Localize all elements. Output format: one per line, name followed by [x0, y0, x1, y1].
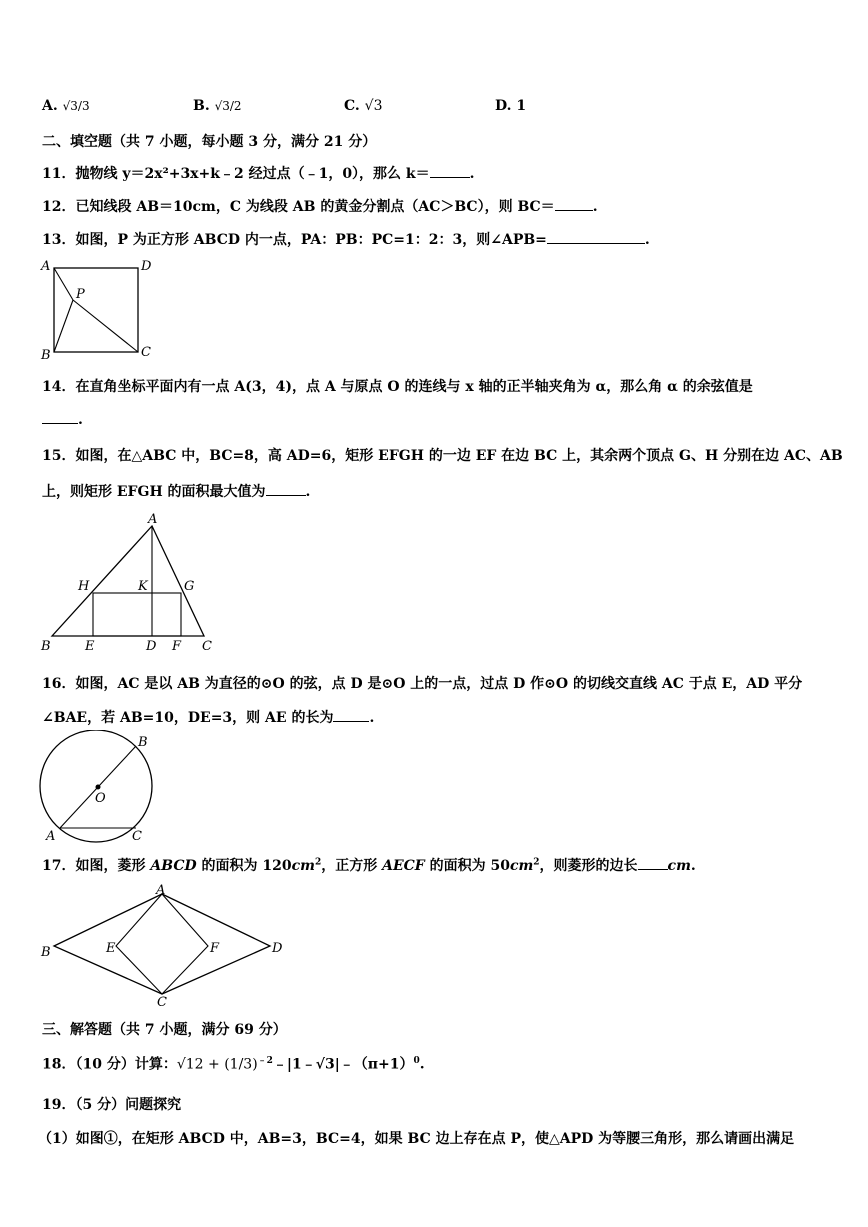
question-19-part-1: （1）如图①，在矩形 ABCD 中，AB=3，BC=4，如果 BC 边上存在点 P，使△APD 为等腰三角形，那么请画出满足	[38, 1131, 795, 1147]
option-b-value: √3/2	[214, 99, 242, 113]
fig16-label-o: O	[95, 791, 106, 806]
question-11: 11．抛物线 y＝2x²+3x+k﹣2 经过点（﹣1，0），那么 k＝ .	[42, 166, 475, 182]
fig13-label-a: A	[41, 259, 51, 274]
option-a-value: √3/3	[62, 99, 90, 113]
fig15-label-c: C	[202, 639, 212, 654]
fig17-label-f: F	[210, 941, 220, 956]
fig15-label-d: D	[146, 639, 157, 654]
question-14: 14．在直角坐标平面内有一点 A(3，4)，点 A 与原点 O 的连线与 x 轴的正半轴夹角为 α，那么角 α 的余弦值是	[42, 379, 753, 395]
section-2-heading: 二、填空题（共 7 小题，每小题 3 分，满分 21 分）	[42, 134, 377, 150]
figure-17-rhombus	[36, 884, 292, 1008]
section-3-heading: 三、解答题（共 7 小题，满分 69 分）	[42, 1022, 287, 1038]
question-16: 16．如图，AC 是以 AB 为直径的⊙O 的弦，点 D 是⊙O 上的一点，过点 D 作⊙O 的切线交直线 AC 于点 E，AD 平分	[42, 676, 803, 692]
option-a: A. √3/3	[42, 98, 90, 114]
fig15-label-k: K	[138, 579, 148, 594]
fig13-label-b: B	[41, 348, 51, 362]
figure-13-square	[36, 256, 160, 362]
question-17: 17．如图，菱形 ABCD 的面积为 $120cm^2$，正方形 AECF 的面积为 $50cm^2$，则菱形的边长 cm.	[42, 857, 696, 874]
question-15-cont: 上，则矩形 EFGH 的面积最大值为 .	[42, 484, 311, 500]
question-12: 12．已知线段 AB＝10cm，C 为线段 AB 的黄金分割点（AC＞BC），则 BC＝ .	[42, 199, 598, 215]
fig17-label-c: C	[157, 995, 167, 1008]
fig15-label-a: A	[148, 512, 158, 527]
fig17-label-e: E	[106, 941, 116, 956]
fig16-label-c: C	[132, 829, 142, 844]
fig15-label-b: B	[41, 639, 51, 654]
fig15-label-g: G	[184, 579, 195, 594]
figure-16-circle	[36, 730, 166, 844]
option-c: C. √3	[344, 98, 383, 114]
question-18: 18．（10 分）计算：$√12 + (1/3)^{﹣2}﹣|1﹣√3|﹣(\pi+1)^0$.	[42, 1056, 425, 1073]
fig17-label-b: B	[41, 945, 51, 960]
option-d: D. 1	[495, 98, 527, 114]
fig13-label-d: D	[141, 259, 152, 274]
option-d-value: 1	[516, 98, 527, 114]
question-14-answer: .	[42, 412, 83, 428]
option-b: B. √3/2	[193, 98, 242, 114]
option-c-value: √3	[364, 98, 383, 114]
question-19: 19．（5 分）问题探究	[42, 1097, 182, 1113]
question-13: 13．如图，P 为正方形 ABCD 内一点，PA：PB：PC=1：2：3，则∠APB= .	[42, 232, 650, 248]
question-15: 15．如图，在△ABC 中，BC=8，高 AD=6，矩形 EFGH 的一边 EF 在边 BC 上，其余两个顶点 G、H 分别在边 AC、AB	[42, 448, 843, 464]
fig13-label-c: C	[141, 345, 151, 360]
question-16-cont: ∠BAE，若 AB=10，DE=3，则 AE 的长为 .	[42, 710, 375, 726]
fig15-label-f: F	[172, 639, 182, 654]
figure-15-triangle	[36, 508, 220, 656]
fig16-label-a: A	[46, 829, 56, 844]
fig17-label-d: D	[272, 941, 283, 956]
fig13-label-p: P	[76, 287, 85, 302]
fig15-label-e: E	[85, 639, 95, 654]
fig17-label-a: A	[156, 884, 166, 898]
fig15-label-h: H	[78, 579, 90, 594]
fig16-label-b: B	[138, 735, 148, 750]
